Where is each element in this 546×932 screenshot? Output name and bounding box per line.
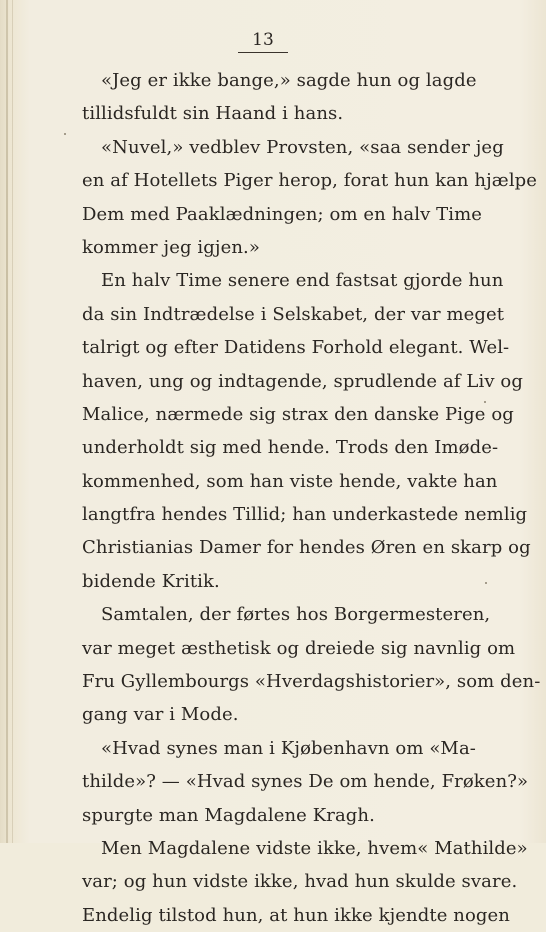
text-line: var meget æsthetisk og dreiede sig navnlig om [82,637,516,659]
text-line: gang var i Mode. [82,704,239,726]
page-gutter-edge [12,0,13,843]
text-line: Samtalen, der førtes hos Borgermesteren, [101,604,491,626]
text-line: en af Hotellets Piger herop, forat hun kan hjælpe [82,170,538,192]
text-line: kommer jeg igjen.» [82,236,260,258]
text-line: Malice, nærmede sig strax den danske Pige og [82,403,514,425]
text-line: Men Magdalene vidste ikke, hvem« Mathilde» [101,837,528,859]
text-line: «Jeg er ikke bange,» sagde hun og lagde [101,70,477,91]
text-line: underholdt sig med hende. Trods den Imøde- [82,437,499,459]
text-line: «Hvad synes man i Kjøbenhavn om «Ma- [101,737,476,759]
paper-speck [484,401,486,403]
text-line: thilde»? — «Hvad synes De om hende, Frøken?» [82,771,529,793]
text-line: da sin Indtrædelse i Selskabet, der var meget [82,303,505,325]
text-line: Endelig tilstod hun, at hun ikke kjendte nogen [82,904,510,926]
page-number-rule [238,52,288,53]
text-line: langtfra hendes Tillid; han underkastede nemlig [82,504,528,526]
text-line: Christianias Damer for hendes Øren en skarp og [82,537,531,559]
paper-speck [64,133,66,135]
page-gutter-shadow [6,0,8,843]
text-line: En halv Time senere end fastsat gjorde hun [101,270,504,292]
text-line: kommenhed, som han viste hende, vakte han [82,470,498,492]
text-line: Dem med Paaklædningen; om en halv Time [82,203,483,225]
paper-speck [485,582,487,584]
text-line: «Nuvel,» vedblev Provsten, «saa sender jeg [101,136,504,158]
body-text [82,64,541,932]
text-line: var; og hun vidste ikke, hvad hun skulde svare. [82,871,518,893]
text-line: talrigt og efter Datidens Forhold elegant. Wel- [82,337,510,359]
text-line: bidende Kritik. [82,570,220,592]
page-number: 13 [252,30,274,50]
text-line: Fru Gyllembourgs «Hverdagshistorier», som den- [82,671,541,693]
text-line: tillidsfuldt sin Haand i hans. [82,103,344,125]
text-line: spurgte man Magdalene Kragh. [82,804,375,826]
text-line: haven, ung og indtagende, sprudlende af Liv og [82,370,523,392]
